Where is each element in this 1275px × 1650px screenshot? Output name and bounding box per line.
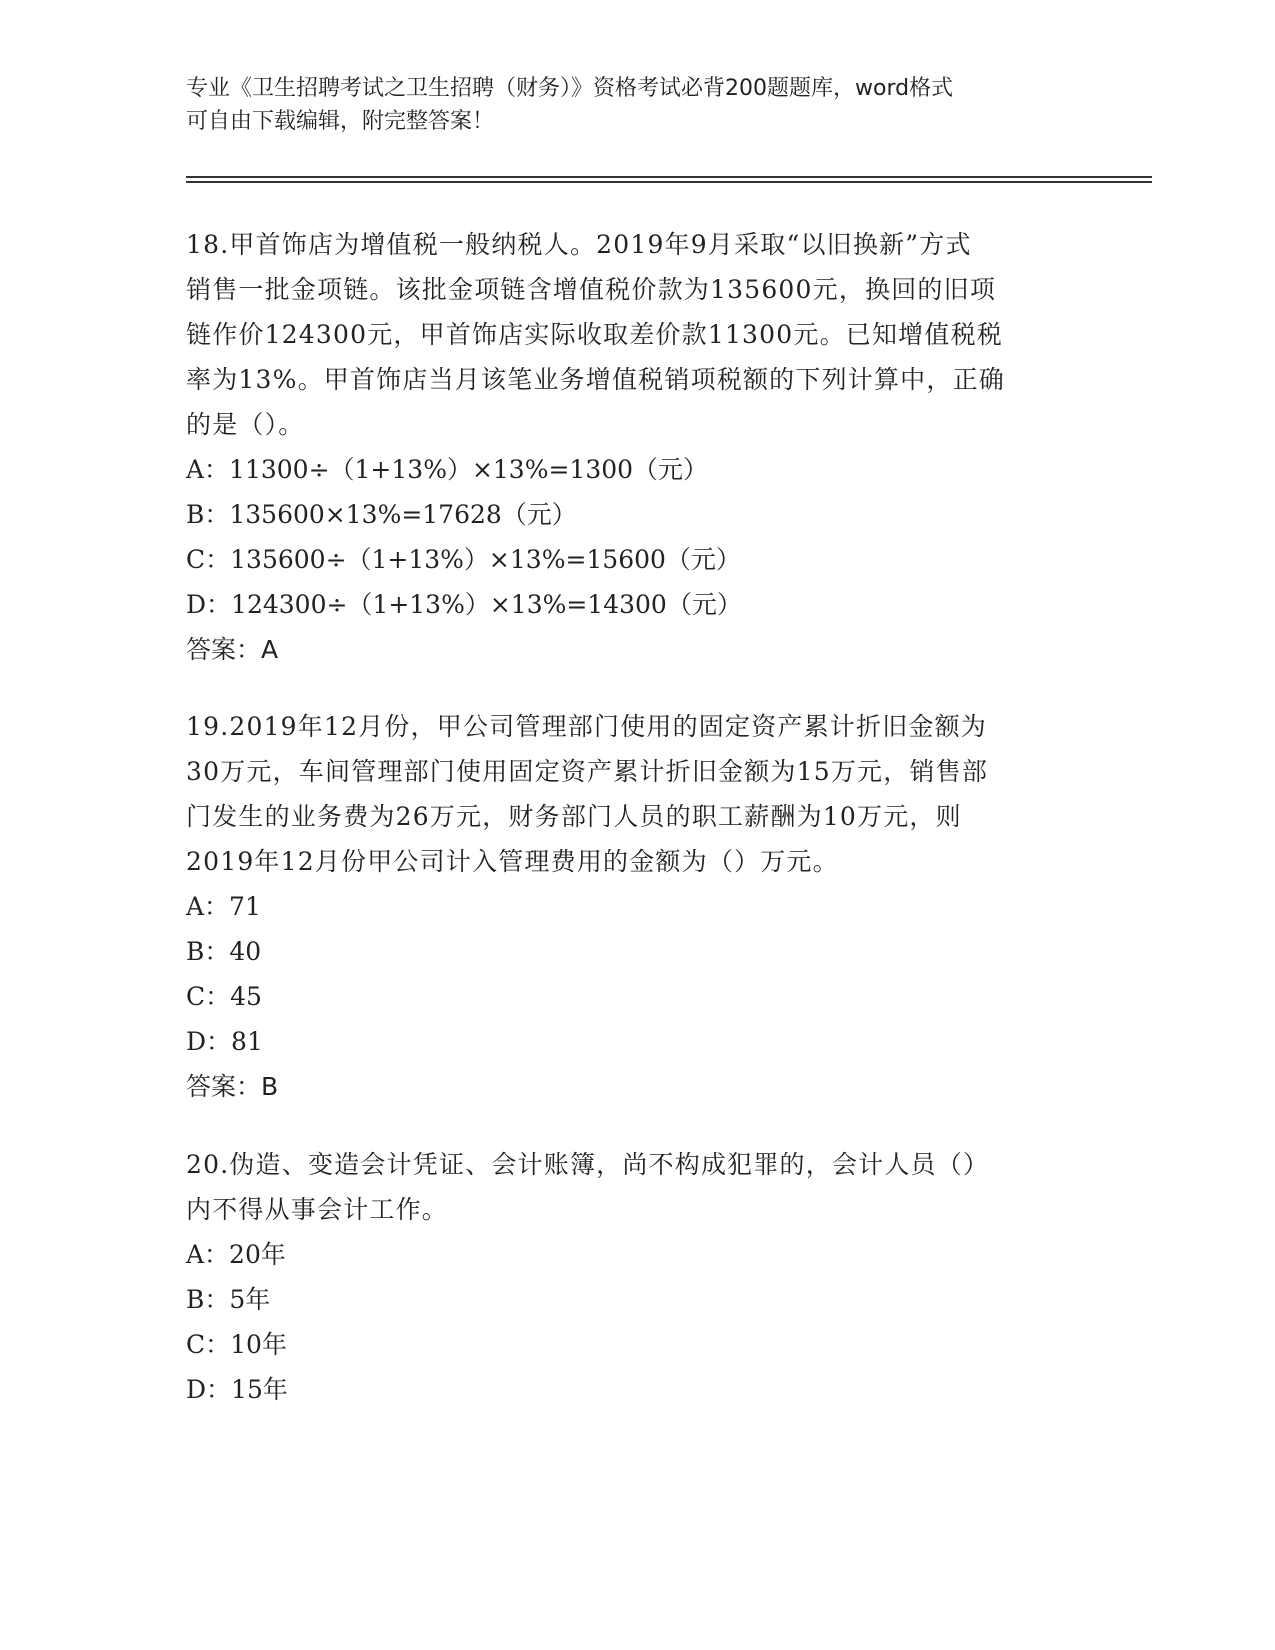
option-c: C：135600÷（1+13%）×13%=15600（元） — [186, 545, 741, 574]
header-divider-bottom — [186, 181, 1152, 183]
option-c: C：10年 — [186, 1330, 287, 1359]
option-d: D：124300÷（1+13%）×13%=14300（元） — [186, 590, 742, 619]
question-line: 30万元，车间管理部门使用固定资产累计折旧金额为15万元，销售部 — [186, 757, 989, 786]
question-line: 20.伪造、变造会计凭证、会计账簿，尚不构成犯罪的，会计人员（） — [186, 1150, 990, 1179]
option-d: D：81 — [186, 1027, 263, 1056]
option-a: A：71 — [186, 892, 261, 921]
answer-line: 答案：B — [186, 1072, 279, 1101]
document-header — [186, 72, 1066, 138]
question-line: 2019年12月份甲公司计入管理费用的金额为（）万元。 — [186, 847, 839, 876]
question-line: 19.2019年12月份，甲公司管理部门使用的固定资产累计折旧金额为 — [186, 712, 987, 741]
option-a: A：20年 — [186, 1240, 286, 1269]
question-line: 链作价124300元，甲首饰店实际收取差价款11300元。已知增值税税 — [186, 320, 1003, 349]
question-text — [186, 222, 1086, 447]
option-d: D：15年 — [186, 1375, 288, 1404]
option-b: B：5年 — [186, 1285, 271, 1314]
question-line: 销售一批金项链。该批金项链含增值税价款为135600元，换回的旧项 — [186, 275, 997, 304]
question-20 — [186, 1142, 1086, 1412]
question-line: 18.甲首饰店为增值税一般纳税人。2019年9月采取“以旧换新”方式 — [186, 230, 972, 259]
option-c: C：45 — [186, 982, 262, 1011]
header-divider-top — [186, 176, 1152, 178]
question-line: 内不得从事会计工作。 — [186, 1195, 449, 1224]
option-a: A：11300÷（1+13%）×13%=1300（元） — [186, 455, 709, 484]
question-text — [186, 1142, 1086, 1232]
question-19 — [186, 704, 1086, 1109]
question-line: 率为13%。甲首饰店当月该笔业务增值税销项税额的下列计算中，正确 — [186, 365, 1005, 394]
question-18 — [186, 222, 1086, 672]
option-b: B：40 — [186, 937, 262, 966]
option-b: B：135600×13%=17628（元） — [186, 500, 577, 529]
question-line: 的是（）。 — [186, 410, 305, 439]
question-text — [186, 704, 1086, 884]
header-line: 专业《卫生招聘考试之卫生招聘（财务）》资格考试必背200题题库，word格式 — [186, 76, 954, 101]
header-line: 可自由下载编辑，附完整答案！ — [186, 109, 495, 134]
question-line: 门发生的业务费为26万元，财务部门人员的职工薪酬为10万元，则 — [186, 802, 962, 831]
answer-line: 答案：A — [186, 635, 279, 664]
